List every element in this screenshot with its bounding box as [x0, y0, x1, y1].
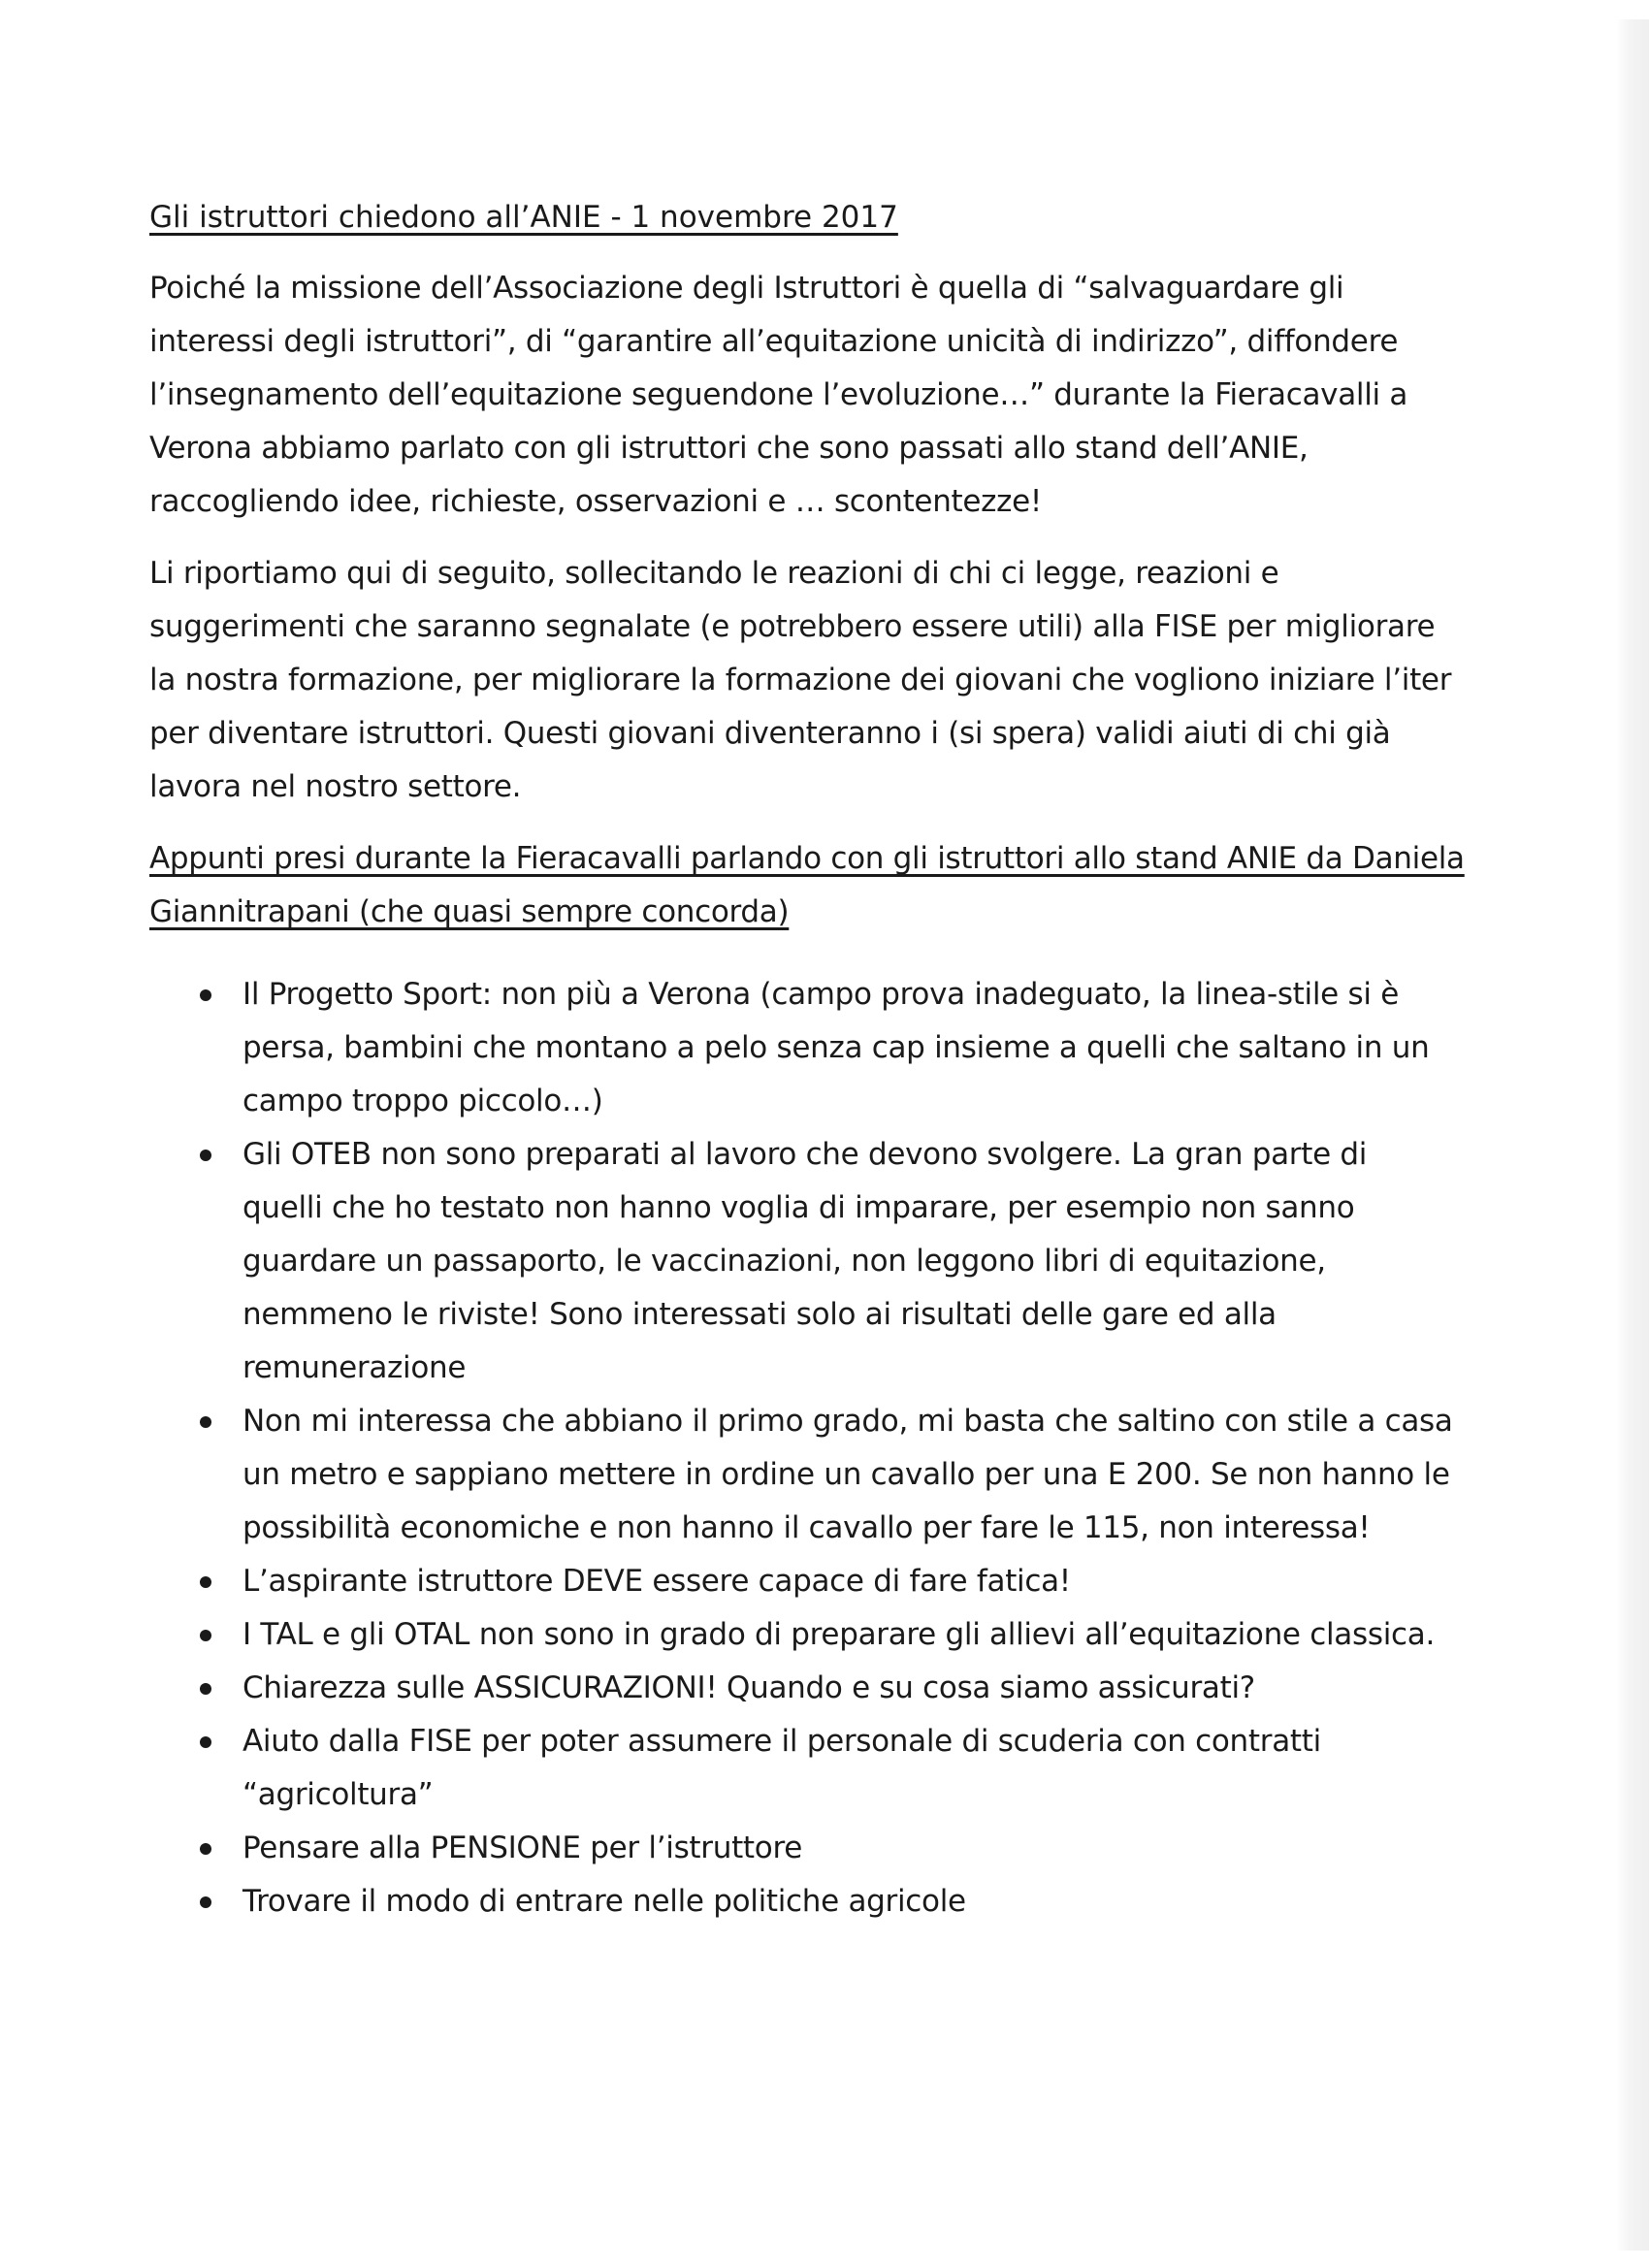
bullet-dot-icon	[200, 1576, 211, 1588]
scan-edge-shadow	[1616, 19, 1649, 2251]
bullet-text: Aiuto dalla FISE per poter assumere il personale di scuderia con contratti “agricoltura”	[242, 1724, 1321, 1812]
bullet-text: Gli OTEB non sono preparati al lavoro che devono svolgere. La gran parte di quelli che ho testato non hanno voglia di imparare, per esempio non sanno guardare un passaporto, le vaccinazioni, non leggono libri di equitazione, nemmeno le riviste! Sono interessati solo ai risultati delle gare ed alla remunerazione	[242, 1137, 1368, 1385]
notes-heading: Appunti presi durante la Fieracavalli parlando con gli istruttori allo stand ANIE da Daniela Giannitrapani (che quasi sempre concorda)	[149, 841, 1465, 929]
bullet-item	[149, 1128, 1455, 1395]
bullet-text: L’aspirante istruttore DEVE essere capace di fare fatica!	[242, 1564, 1071, 1599]
bullet-dot-icon	[200, 989, 211, 1001]
document-title: Gli istruttori chiedono all’ANIE - 1 novembre 2017	[149, 200, 898, 235]
bullet-text: Il Progetto Sport: non più a Verona (campo prova inadeguato, la linea-stile si è persa, bambini che montano a pelo senza cap insieme a quelli che saltano in un campo troppo piccolo…)	[242, 977, 1430, 1118]
bullet-text: Pensare alla PENSIONE per l’istruttore	[242, 1831, 802, 1865]
bullet-item	[149, 1608, 1455, 1662]
bullet-dot-icon	[200, 1736, 211, 1748]
bullet-dot-icon	[200, 1843, 211, 1855]
bullet-item	[149, 1822, 1455, 1875]
bullet-dot-icon	[200, 1896, 211, 1908]
document-body	[149, 198, 1469, 1928]
paragraph-intro: Poiché la missione dell’Associazione degli Istruttori è quella di “salvaguardare gli interessi degli istruttori”, di “garantire all’equitazione unicità di indirizzo”, diffondere l’insegnamento dell’equitazione seguendone l’evoluzione…” durante la Fieracavalli a Verona abbiamo parlato con gli istruttori che sono passati allo stand dell’ANIE, raccogliendo idee, richieste, osservazioni e … scontentezze!	[149, 271, 1408, 519]
bullet-item	[149, 1715, 1455, 1822]
bullet-text: Non mi interessa che abbiano il primo grado, mi basta che saltino con stile a casa un metro e sappiano mettere in ordine un cavallo per una E 200. Se non hanno le possibilità economiche e non hanno il cavallo per fare le 115, non interessa!	[242, 1404, 1453, 1545]
bullet-text: I TAL e gli OTAL non sono in grado di preparare gli allievi all’equitazione classica.	[242, 1617, 1436, 1652]
bullet-dot-icon	[200, 1683, 211, 1695]
bullet-text: Trovare il modo di entrare nelle politiche agricole	[242, 1884, 966, 1919]
bullet-text: Chiarezza sulle ASSICURAZIONI! Quando e su cosa siamo assicurati?	[242, 1670, 1255, 1705]
bullet-item	[149, 1662, 1455, 1715]
bullet-item	[149, 1555, 1455, 1608]
bullet-item	[149, 1875, 1455, 1928]
bullet-item	[149, 1395, 1455, 1555]
notes-bullet-list	[149, 968, 1469, 1928]
bullet-dot-icon	[200, 1416, 211, 1428]
bullet-item	[149, 968, 1455, 1128]
paragraph-request: Li riportiamo qui di seguito, sollecitando le reazioni di chi ci legge, reazioni e suggerimenti che saranno segnalate (e potrebbero essere utili) alla FISE per migliorare la nostra formazione, per migliorare la formazione dei giovani che vogliono iniziare l’iter per diventare istruttori. Questi giovani diventeranno i (si spera) validi aiuti di chi già lavora nel nostro settore.	[149, 556, 1452, 804]
bullet-dot-icon	[200, 1150, 211, 1161]
bullet-dot-icon	[200, 1630, 211, 1641]
